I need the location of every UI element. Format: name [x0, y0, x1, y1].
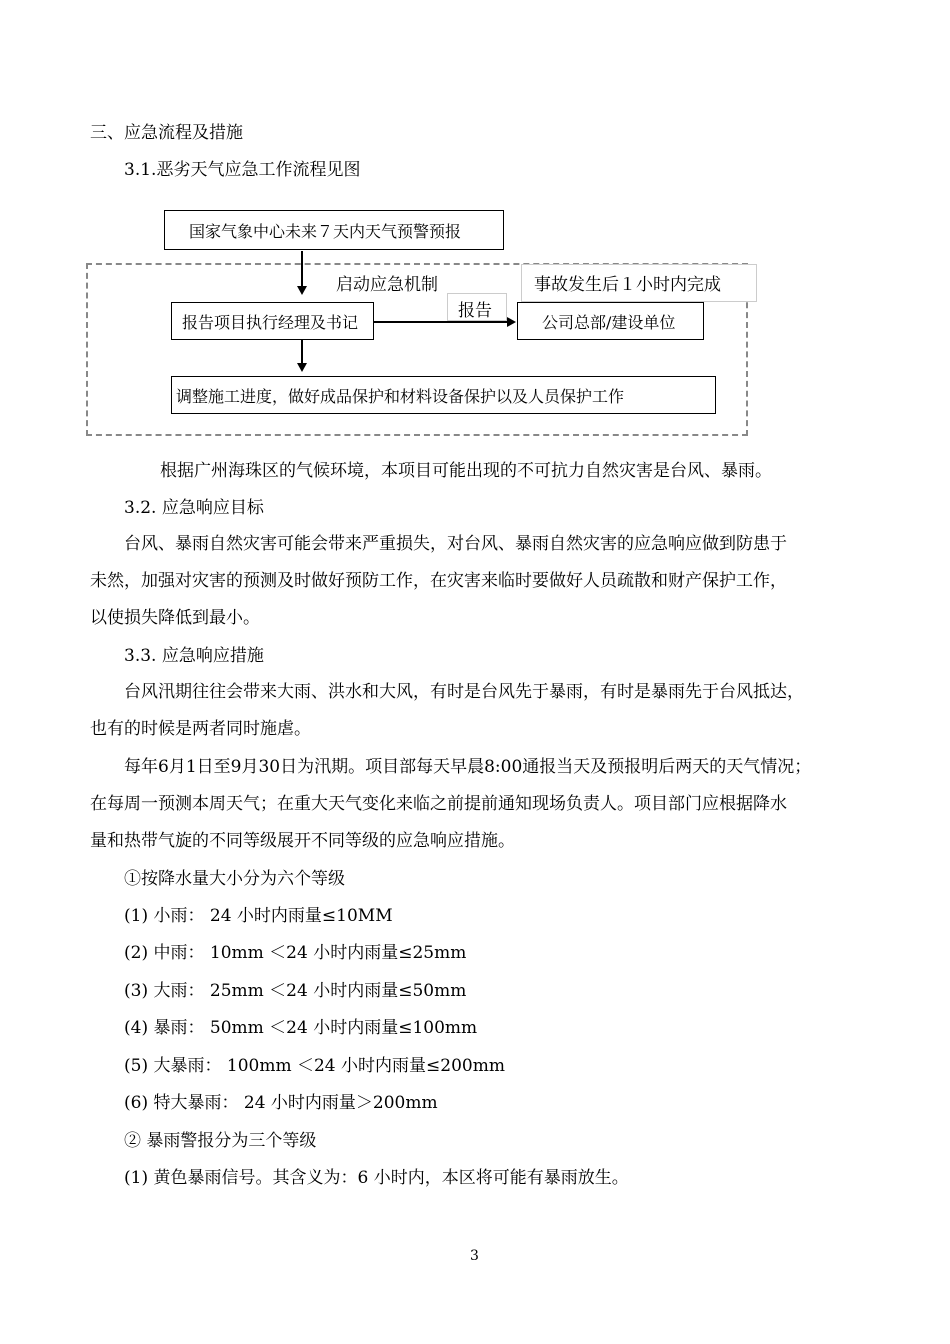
- arrow-head-2: [297, 363, 307, 372]
- paragraph-flood-season-line: 每年6月1日至9月30日为汛期。项目部每天早晨8:00通报当天及预报明后两天的天气情况；: [124, 757, 812, 777]
- subsection-heading-3-1: 3.1.恶劣天气应急工作流程见图: [124, 160, 361, 180]
- rain-level-item: (4) 暴雨： 50mm ＜24 小时内雨量≤100mm: [124, 1018, 478, 1038]
- page-number: 3: [470, 1248, 479, 1264]
- arrow-down-1: [301, 251, 303, 288]
- rain-level-item: (3) 大雨： 25mm ＜24 小时内雨量≤50mm: [124, 981, 467, 1001]
- rain-level-item: (5) 大暴雨： 100mm ＜24 小时内雨量≤200mm: [124, 1056, 505, 1076]
- paragraph-flood-season-line: 量和热带气旋的不同等级展开不同等级的应急响应措施。: [90, 831, 515, 851]
- warning-level-item: (1) 黄色暴雨信号。其含义为：6 小时内，本区将可能有暴雨放生。: [124, 1168, 629, 1188]
- paragraph-typhoon-line: 也有的时候是两者同时施虐。: [90, 719, 311, 739]
- flow-box-company: 公司总部/建设单位: [517, 302, 704, 340]
- arrow-head-right: [507, 317, 516, 327]
- flow-box-forecast: 国家气象中心未来７天内天气预警预报: [164, 210, 504, 250]
- arrow-right: [374, 321, 508, 323]
- rain-level-item: (1) 小雨： 24 小时内雨量≤10MM: [124, 906, 393, 926]
- flow-label-deadline: 事故发生后１小时内完成: [521, 264, 757, 302]
- paragraph-disaster: 根据广州海珠区的气候环境，本项目可能出现的不可抗力自然灾害是台风、暴雨。: [160, 461, 772, 481]
- flow-label-start: 启动应急机制: [330, 266, 456, 296]
- flow-box-report: 报告项目执行经理及书记: [171, 302, 374, 340]
- rain-levels-heading: ①按降水量大小分为六个等级: [124, 869, 345, 889]
- arrow-head-1: [297, 286, 307, 295]
- flow-label-report: 报告: [447, 293, 507, 321]
- paragraph-goal-line: 以使损失降低到最小。: [90, 608, 260, 628]
- paragraph-goal-line: 台风、暴雨自然灾害可能会带来严重损失，对台风、暴雨自然灾害的应急响应做到防患于: [124, 534, 787, 554]
- subsection-heading-3-2: 3.2. 应急响应目标: [124, 498, 264, 518]
- warning-levels-heading: ② 暴雨警报分为三个等级: [124, 1131, 317, 1151]
- arrow-down-2: [301, 340, 303, 365]
- rain-level-item: (6) 特大暴雨： 24 小时内雨量＞200mm: [124, 1093, 438, 1113]
- paragraph-goal-line: 未然，加强对灾害的预测及时做好预防工作，在灾害来临时要做好人员疏散和财产保护工作，: [90, 571, 787, 591]
- paragraph-typhoon-line: 台风汛期往往会带来大雨、洪水和大风，有时是台风先于暴雨，有时是暴雨先于台风抵达，: [124, 682, 804, 702]
- flow-box-adjust: 调整施工进度，做好成品保护和材料设备保护以及人员保护工作: [171, 376, 716, 414]
- rain-level-item: (2) 中雨： 10mm ＜24 小时内雨量≤25mm: [124, 943, 467, 963]
- paragraph-flood-season-line: 在每周一预测本周天气；在重大天气变化来临之前提前通知现场负责人。项目部门应根据降水: [90, 794, 787, 814]
- subsection-heading-3-3: 3.3. 应急响应措施: [124, 646, 264, 666]
- section-heading: 三、应急流程及措施: [90, 123, 243, 143]
